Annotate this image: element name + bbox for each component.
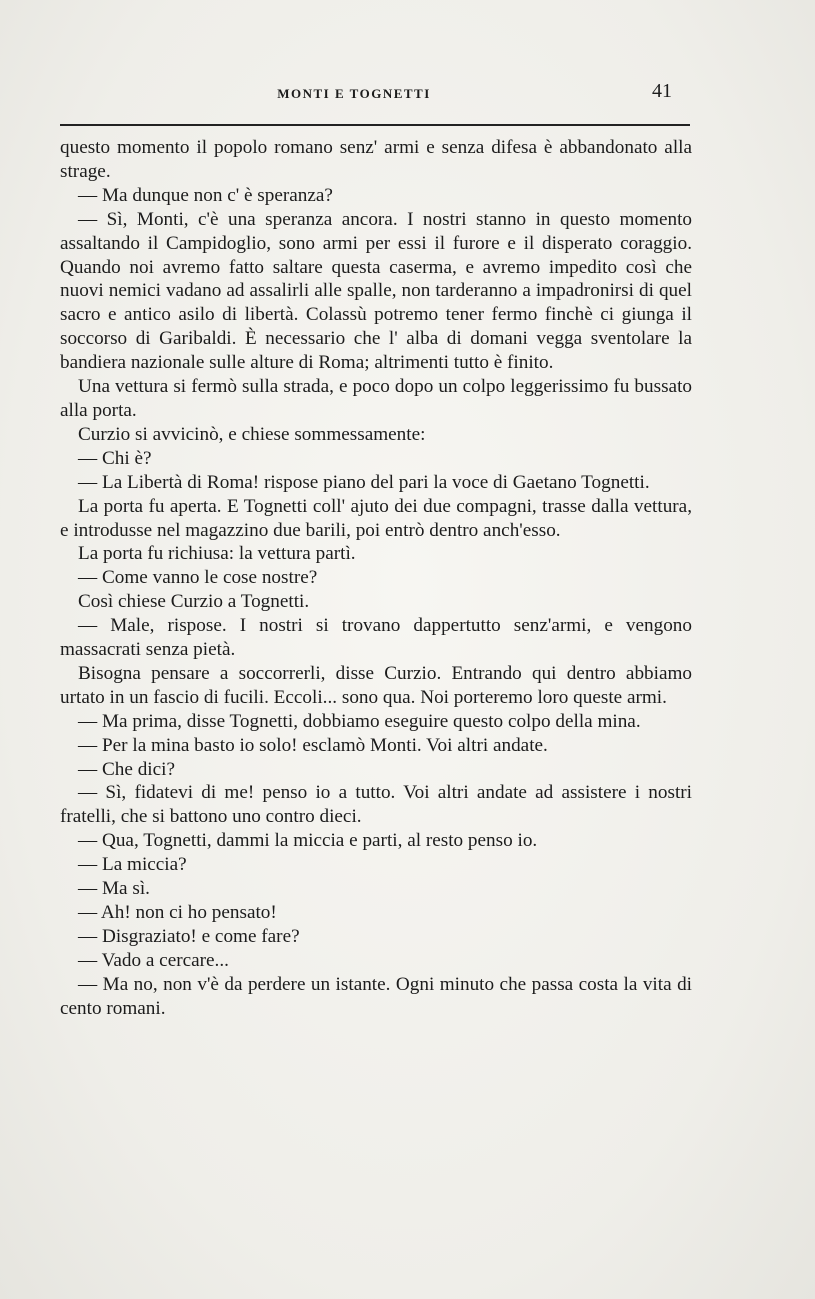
paragraph: — Male, rispose. I nostri si trovano dappertutto senz'armi, e vengono massacrati senza pietà. <box>60 615 692 661</box>
paragraph: — Sì, Monti, c'è una speranza ancora. I nostri stanno in questo momento assaltando il Campidoglio, sono armi per essi il furore e il disperato coraggio. Quando noi avremo fatto saltare questa caserma, e avremo impedito così che nuovi nemici vadano ad assalirli alle spalle, non tarderanno a impadronirsi di quel sacro e antico asilo di libertà. Colassù potremo tener fermo finchè ci giunga il soccorso di Garibaldi. È necessario che l' alba di domani vegga sventolare la bandiera nazionale sulle alture di Roma; altrimenti tutto è finito. <box>60 208 692 374</box>
paragraph: — Che dici? <box>78 758 175 780</box>
paragraph: La porta fu aperta. E Tognetti coll' ajuto dei due compagni, trasse dalla vettura, e introdusse nel magazzino due barili, poi entrò dentro anch'esso. <box>60 495 692 541</box>
paragraph: — Vado a cercare... <box>78 949 229 971</box>
paragraph: Curzio si avvicinò, e chiese sommessamente: <box>78 423 426 445</box>
running-title: MONTI E TOGNETTI <box>277 86 431 101</box>
paragraph: — Come vanno le cose nostre? <box>78 567 318 589</box>
paragraph: La porta fu richiusa: la vettura partì. <box>78 543 356 565</box>
page-header <box>58 80 690 106</box>
paragraph: — Disgraziato! e come fare? <box>78 925 300 947</box>
paragraph: — Qua, Tognetti, dammi la miccia e parti, al resto penso io. <box>78 830 538 852</box>
paragraph: — Ma dunque non c' è speranza? <box>78 184 333 206</box>
paragraph: — Chi è? <box>78 447 152 469</box>
paragraph: — Per la mina basto io solo! esclamò Monti. Voi altri andate. <box>78 734 548 756</box>
paragraph: questo momento il popolo romano senz' armi e senza difesa è abbandonato alla strage. <box>60 137 692 182</box>
paragraph: — Ah! non ci ho pensato! <box>78 902 277 923</box>
paragraph: — La miccia? <box>78 854 187 876</box>
header-rule <box>60 124 690 126</box>
paragraph: Bisogna pensare a soccorrerli, disse Curzio. Entrando qui dentro abbiamo urtato in un fascio di fucili. Eccoli... sono qua. Noi porteremo loro queste armi. <box>60 662 692 708</box>
body-text <box>60 136 692 1021</box>
paragraph: — Ma no, non v'è da perdere un istante. Ogni minuto che passa costa la vita di cento romani. <box>60 973 692 1019</box>
paragraph: Così chiese Curzio a Tognetti. <box>78 591 310 613</box>
paragraph: — Ma prima, disse Tognetti, dobbiamo eseguire questo colpo della mina. <box>78 710 641 732</box>
paragraph: — Ma sì. <box>78 878 150 900</box>
paragraph: Una vettura si fermò sulla strada, e poco dopo un colpo leggerissimo fu bussato alla porta. <box>60 376 692 421</box>
page-number: 41 <box>652 80 672 102</box>
paragraph: — Sì, fidatevi di me! penso io a tutto. Voi altri andate ad assistere i nostri fratelli, che si battono uno contro dieci. <box>60 782 692 828</box>
paragraph: — La Libertà di Roma! rispose piano del pari la voce di Gaetano Tognetti. <box>78 471 650 493</box>
